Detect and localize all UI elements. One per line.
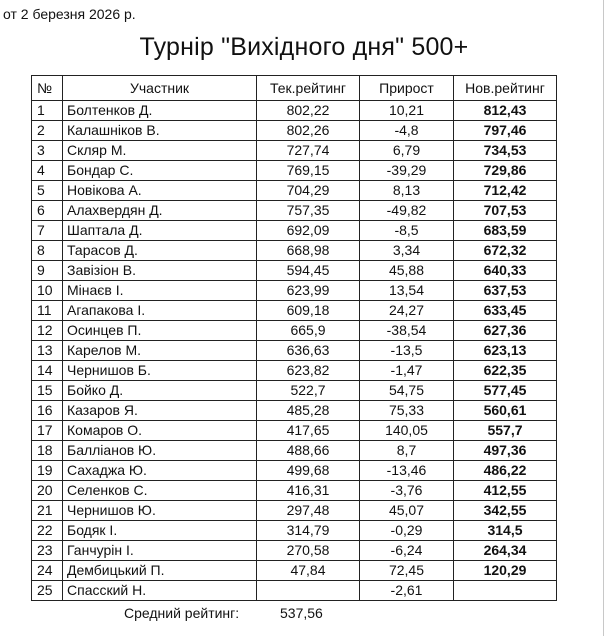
average-rating-value: 537,56	[280, 605, 323, 621]
table-row	[32, 461, 557, 481]
row-number: 19	[32, 461, 63, 481]
row-new-rating: 637,53	[454, 281, 557, 301]
row-participant: Калашніков В.	[63, 121, 257, 141]
row-number: 18	[32, 441, 63, 461]
row-current-rating: 802,22	[257, 101, 360, 121]
row-new-rating: 314,5	[454, 521, 557, 541]
table-row	[32, 561, 557, 581]
row-participant: Спасский Н.	[63, 581, 257, 601]
row-current-rating: 769,15	[257, 161, 360, 181]
row-participant: Ганчурін І.	[63, 541, 257, 561]
row-number: 21	[32, 501, 63, 521]
row-delta: 6,79	[360, 141, 454, 161]
table-row	[32, 401, 557, 421]
row-participant: Шаптала Д.	[63, 221, 257, 241]
row-participant: Алахвердян Д.	[63, 201, 257, 221]
row-number: 14	[32, 361, 63, 381]
table-row	[32, 381, 557, 401]
header-current-rating: Тек.рейтинг	[257, 76, 360, 101]
row-participant: Болтенков Д.	[63, 101, 257, 121]
row-number: 9	[32, 261, 63, 281]
table-row	[32, 361, 557, 381]
row-current-rating: 416,31	[257, 481, 360, 501]
row-delta: -1,47	[360, 361, 454, 381]
row-participant: Дембицький П.	[63, 561, 257, 581]
row-delta: 10,21	[360, 101, 454, 121]
row-delta: -8,5	[360, 221, 454, 241]
header-participant: Участник	[63, 76, 257, 101]
row-delta: 54,75	[360, 381, 454, 401]
document-date: от 2 березня 2026 р.	[3, 6, 136, 22]
row-current-rating: 522,7	[257, 381, 360, 401]
row-current-rating: 47,84	[257, 561, 360, 581]
row-current-rating: 636,63	[257, 341, 360, 361]
row-delta: -13,46	[360, 461, 454, 481]
table-row	[32, 201, 557, 221]
row-current-rating: 314,79	[257, 521, 360, 541]
table-row	[32, 301, 557, 321]
row-number: 16	[32, 401, 63, 421]
row-delta: -4,8	[360, 121, 454, 141]
table-row	[32, 321, 557, 341]
table-row	[32, 501, 557, 521]
row-delta: 3,34	[360, 241, 454, 261]
header-delta: Прирост	[360, 76, 454, 101]
row-participant: Чернишов Ю.	[63, 501, 257, 521]
row-current-rating: 270,58	[257, 541, 360, 561]
table-row	[32, 481, 557, 501]
row-number: 5	[32, 181, 63, 201]
row-new-rating: 560,61	[454, 401, 557, 421]
table-row	[32, 521, 557, 541]
row-current-rating	[257, 581, 360, 601]
row-current-rating: 665,9	[257, 321, 360, 341]
row-number: 3	[32, 141, 63, 161]
row-new-rating: 683,59	[454, 221, 557, 241]
row-new-rating	[454, 581, 557, 601]
row-new-rating: 497,36	[454, 441, 557, 461]
table-row	[32, 241, 557, 261]
row-participant: Скляр М.	[63, 141, 257, 161]
table-row	[32, 141, 557, 161]
row-current-rating: 499,68	[257, 461, 360, 481]
row-delta: -13,5	[360, 341, 454, 361]
row-new-rating: 633,45	[454, 301, 557, 321]
row-new-rating: 486,22	[454, 461, 557, 481]
row-new-rating: 672,32	[454, 241, 557, 261]
row-current-rating: 609,18	[257, 301, 360, 321]
row-new-rating: 264,34	[454, 541, 557, 561]
row-current-rating: 488,66	[257, 441, 360, 461]
row-participant: Новікова А.	[63, 181, 257, 201]
row-current-rating: 417,65	[257, 421, 360, 441]
row-new-rating: 707,53	[454, 201, 557, 221]
table-row	[32, 441, 557, 461]
row-new-rating: 342,55	[454, 501, 557, 521]
row-new-rating: 812,43	[454, 101, 557, 121]
row-current-rating: 297,48	[257, 501, 360, 521]
row-delta: 8,7	[360, 441, 454, 461]
row-current-rating: 802,26	[257, 121, 360, 141]
row-participant: Бодяк І.	[63, 521, 257, 541]
row-participant: Сахаджа Ю.	[63, 461, 257, 481]
row-number: 8	[32, 241, 63, 261]
row-new-rating: 712,42	[454, 181, 557, 201]
row-new-rating: 627,36	[454, 321, 557, 341]
row-current-rating: 668,98	[257, 241, 360, 261]
row-new-rating: 729,86	[454, 161, 557, 181]
table-row	[32, 421, 557, 441]
row-current-rating: 704,29	[257, 181, 360, 201]
row-delta: -3,76	[360, 481, 454, 501]
row-number: 4	[32, 161, 63, 181]
table-row	[32, 121, 557, 141]
row-number: 24	[32, 561, 63, 581]
row-delta: -2,61	[360, 581, 454, 601]
row-delta: 24,27	[360, 301, 454, 321]
row-participant: Чернишов Б.	[63, 361, 257, 381]
row-delta: 75,33	[360, 401, 454, 421]
table-row	[32, 341, 557, 361]
table-row	[32, 261, 557, 281]
row-current-rating: 757,35	[257, 201, 360, 221]
row-number: 12	[32, 321, 63, 341]
row-delta: -39,29	[360, 161, 454, 181]
table-row	[32, 581, 557, 601]
row-participant: Бойко Д.	[63, 381, 257, 401]
table-body	[32, 101, 557, 601]
table-row	[32, 161, 557, 181]
table-row	[32, 221, 557, 241]
average-rating-label: Средний рейтинг:	[124, 605, 240, 621]
row-participant: Казаров Я.	[63, 401, 257, 421]
table-row	[32, 101, 557, 121]
row-participant: Селенков С.	[63, 481, 257, 501]
row-new-rating: 623,13	[454, 341, 557, 361]
row-number: 17	[32, 421, 63, 441]
row-new-rating: 120,29	[454, 561, 557, 581]
row-current-rating: 623,99	[257, 281, 360, 301]
row-current-rating: 623,82	[257, 361, 360, 381]
row-current-rating: 727,74	[257, 141, 360, 161]
row-number: 13	[32, 341, 63, 361]
row-delta: -49,82	[360, 201, 454, 221]
row-new-rating: 640,33	[454, 261, 557, 281]
row-number: 7	[32, 221, 63, 241]
row-new-rating: 797,46	[454, 121, 557, 141]
row-current-rating: 485,28	[257, 401, 360, 421]
table-row	[32, 541, 557, 561]
table-row	[32, 181, 557, 201]
row-number: 2	[32, 121, 63, 141]
row-new-rating: 734,53	[454, 141, 557, 161]
row-new-rating: 557,7	[454, 421, 557, 441]
header-new-rating: Нов.рейтинг	[454, 76, 557, 101]
row-current-rating: 594,45	[257, 261, 360, 281]
page-edge-line	[603, 0, 604, 636]
row-participant: Комаров О.	[63, 421, 257, 441]
header-number: №	[32, 76, 63, 101]
row-number: 22	[32, 521, 63, 541]
row-new-rating: 577,45	[454, 381, 557, 401]
row-number: 25	[32, 581, 63, 601]
row-participant: Мінаєв І.	[63, 281, 257, 301]
row-number: 10	[32, 281, 63, 301]
page-title: Турнір "Вихідного дня" 500+	[139, 33, 469, 61]
row-new-rating: 412,55	[454, 481, 557, 501]
row-delta: 8,13	[360, 181, 454, 201]
row-participant: Агапакова І.	[63, 301, 257, 321]
row-new-rating: 622,35	[454, 361, 557, 381]
row-delta: -0,29	[360, 521, 454, 541]
row-participant: Тарасов Д.	[63, 241, 257, 261]
row-number: 1	[32, 101, 63, 121]
row-number: 15	[32, 381, 63, 401]
row-participant: Осинцев П.	[63, 321, 257, 341]
row-delta: 13,54	[360, 281, 454, 301]
row-number: 20	[32, 481, 63, 501]
row-participant: Балліанов Ю.	[63, 441, 257, 461]
row-current-rating: 692,09	[257, 221, 360, 241]
table-header-row	[32, 76, 557, 101]
row-participant: Бондар С.	[63, 161, 257, 181]
row-delta: 72,45	[360, 561, 454, 581]
row-delta: -38,54	[360, 321, 454, 341]
row-participant: Завізіон В.	[63, 261, 257, 281]
row-delta: 45,88	[360, 261, 454, 281]
row-participant: Карелов М.	[63, 341, 257, 361]
row-delta: -6,24	[360, 541, 454, 561]
row-delta: 45,07	[360, 501, 454, 521]
row-delta: 140,05	[360, 421, 454, 441]
ratings-table	[31, 75, 557, 601]
row-number: 11	[32, 301, 63, 321]
table-row	[32, 281, 557, 301]
row-number: 23	[32, 541, 63, 561]
row-number: 6	[32, 201, 63, 221]
